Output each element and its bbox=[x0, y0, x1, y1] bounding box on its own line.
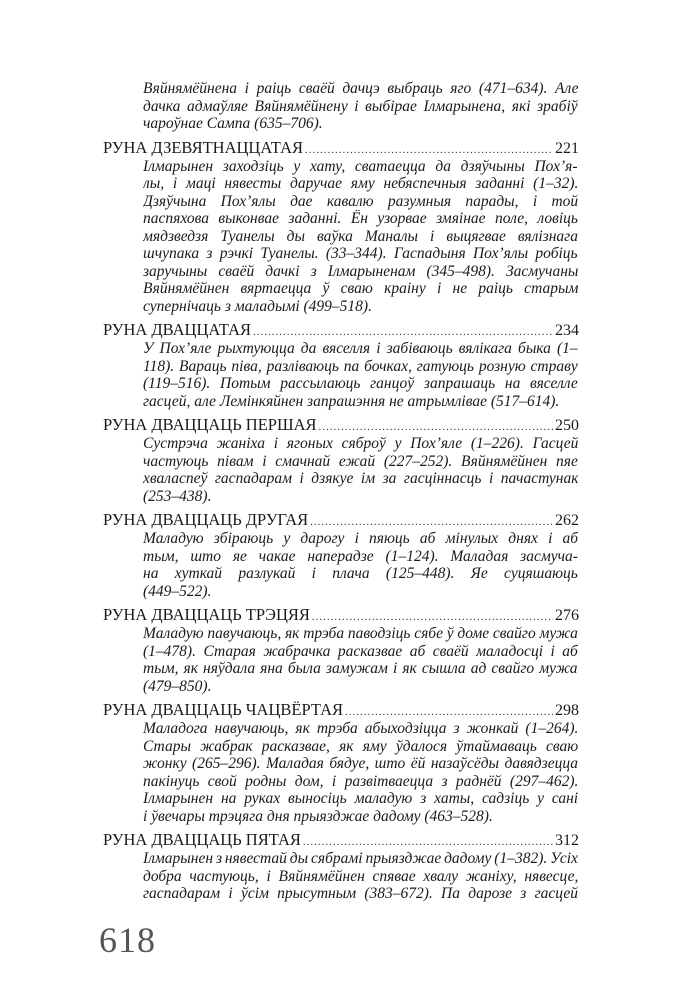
toc-entry[interactable] bbox=[103, 319, 579, 410]
toc-heading[interactable] bbox=[103, 414, 579, 435]
entry-summary bbox=[143, 530, 578, 600]
summary-line: Маладую збіраюць у дарогу і пяюць аб мінулых днях і аб bbox=[143, 530, 578, 547]
summary-line: заручыны сваёй дачкі з Ілмарыненам (345–498). Засмучаны bbox=[143, 262, 578, 280]
chapter-title: РУНА ДВАЦЦАЦЬ ДРУГАЯ bbox=[103, 510, 309, 529]
summary-line: Стары жабрак расказвае, як яму ўдалося ўтаймаваць сваю bbox=[143, 737, 578, 755]
page-number: 618 bbox=[99, 920, 156, 960]
chapter-page-number: 221 bbox=[555, 139, 579, 157]
summary-line: дачка адмаўляе Вяйнямёйнену і выбірае Ілмарынена, які зрабіў bbox=[143, 97, 578, 115]
table-of-contents bbox=[103, 80, 579, 903]
summary-line: і ўвечары трэцяга дня прыязджае дадому (463–528). bbox=[143, 807, 493, 825]
summary-line: Ілмарынен на руках выносіць маладую з хаты, садзіць у сані bbox=[143, 790, 578, 807]
intro-continuation bbox=[143, 80, 578, 133]
summary-line: гасцей, але Лемінкяйнен запрашэння не атрымлівае (517–614). bbox=[143, 392, 560, 410]
summary-line: тым, што яе чакае наперадзе (1–124). Маладая засмуча- bbox=[143, 547, 578, 565]
entry-summary bbox=[143, 850, 578, 903]
summary-line: (449–522). bbox=[143, 582, 212, 600]
toc-heading[interactable] bbox=[103, 829, 579, 850]
summary-line: У Пох’яле рыхтуюцца да вяселля і забіваюць вялікага быка (1– bbox=[143, 340, 578, 357]
chapter-page-number: 234 bbox=[555, 322, 579, 339]
entry-summary bbox=[143, 625, 578, 695]
summary-line: 118). Вараць піва, разліваюць па бочках, гатуюць розную страву bbox=[143, 357, 578, 375]
toc-heading[interactable] bbox=[103, 137, 579, 158]
entry-summary bbox=[143, 720, 578, 825]
chapter-title: РУНА ДВАЦЦАЦЬ ТРЭЦЯЯ bbox=[103, 605, 310, 624]
toc-heading[interactable] bbox=[103, 509, 579, 530]
summary-line: мядзведзя Туанелы ды ваўка Маналы і выцягвае вялізнага bbox=[143, 227, 578, 245]
summary-line: гаспадарам і ўсім прысутным (383–672). Па дарозе з гасцей bbox=[143, 885, 578, 902]
entry-summary bbox=[143, 435, 578, 505]
summary-line: добра частуюць, і Вяйнямёйнен спявае хвалу жаніху, нявесце, bbox=[143, 867, 578, 885]
toc-entry[interactable] bbox=[103, 509, 579, 600]
entry-summary bbox=[143, 340, 578, 410]
summary-line: супернічаць з маладымі (499–518). bbox=[143, 297, 372, 315]
summary-line: жонку (265–296). Маладая бядуе, што ёй назаўсёды давядзецца bbox=[143, 755, 578, 772]
toc-heading[interactable] bbox=[103, 319, 579, 340]
chapter-page-number: 250 bbox=[555, 417, 579, 434]
toc-heading[interactable] bbox=[103, 604, 579, 625]
summary-line: шчупака з рэчкі Туанелы. (33–344). Гаспадыня Пох’ялы робіць bbox=[143, 245, 578, 262]
summary-line: на хуткай разлукай і плача (125–448). Яе суцяшаюць bbox=[143, 565, 578, 582]
summary-line: Сустрэча жаніха і ягоных сяброў у Пох’яле (1–226). Гасцей bbox=[143, 435, 578, 452]
summary-line: лы, і маці нявесты даручае яму небяспечныя заданні (1–32). bbox=[143, 175, 578, 192]
summary-line: Вяйнямёйнен вяртаецца ў сваю краіну і не раіць старым bbox=[143, 280, 578, 297]
chapter-title: РУНА ДВАЦЦАЦЬ ПЯТАЯ bbox=[103, 830, 301, 849]
chapter-title: РУНА ДВАЦЦАЦЬ ЧАЦВЁРТАЯ bbox=[103, 700, 343, 719]
summary-line: (253–438). bbox=[143, 487, 212, 505]
chapter-page-number: 312 bbox=[555, 832, 579, 849]
summary-line: Маладую павучаюць, як трэба паводзіць сябе ў доме свайго мужа bbox=[143, 625, 578, 642]
chapter-title: РУНА ДВАЦЦАЦЬ ПЕРШАЯ bbox=[103, 415, 317, 434]
chapter-page-number: 298 bbox=[555, 702, 579, 719]
summary-line: Ілмарынен заходзіць у хату, сватаецца да дзяўчыны Пох’я- bbox=[143, 157, 578, 175]
toc-entry[interactable] bbox=[103, 829, 579, 903]
summary-line: паспяхова выконвае заданні. Ён узорвае змяінае поле, ловіць bbox=[143, 210, 578, 227]
chapter-title: РУНА ДЗЕВЯТНАЦЦАТАЯ bbox=[103, 137, 303, 157]
summary-line: Ілмарынен з нявестай ды сябрамі прыязджае дадому (1–382). Усіх bbox=[143, 850, 578, 867]
chapter-page-number: 276 bbox=[555, 607, 579, 624]
toc-heading[interactable] bbox=[103, 699, 579, 720]
chapter-page-number: 262 bbox=[555, 512, 579, 529]
toc-entry[interactable] bbox=[103, 137, 579, 316]
summary-line: пакінуць свой родны дом, і развітваецца з раднёй (297–462). bbox=[143, 772, 578, 790]
summary-line: (479–850). bbox=[143, 677, 212, 695]
summary-line: хваласпеў гаспадарам і дзякуе ім за гасціннасць і пачастунак bbox=[143, 470, 578, 487]
summary-line: Дзяўчына Пох’ялы дае кавалю разумныя парады, і той bbox=[143, 192, 578, 210]
summary-line: Вяйнямёйнена і раіць сваёй дачцэ выбраць яго (471–634). Але bbox=[143, 80, 578, 97]
chapter-title: РУНА ДВАЦЦАТАЯ bbox=[103, 320, 252, 339]
summary-line: частуюць півам і смачнай ежай (227–252). Вяйнямёйнен пяе bbox=[143, 452, 578, 470]
summary-line: (119–516). Потым рассылаюць ганцоў запрашаць на вяселле bbox=[143, 375, 578, 392]
entry-summary bbox=[143, 158, 578, 316]
summary-line: чароўнае Сампа (635–706). bbox=[143, 115, 323, 132]
summary-line: тым, як няўдала яна была замужам і як сышла ад свайго мужа bbox=[143, 660, 578, 677]
toc-entry[interactable] bbox=[103, 414, 579, 505]
toc-entry[interactable] bbox=[103, 699, 579, 825]
summary-line: (1–478). Старая жабрачка расказвае аб сваёй маладосці і аб bbox=[143, 642, 578, 660]
toc-entry[interactable] bbox=[103, 604, 579, 695]
summary-line: Маладога навучаюць, як трэба абыходзіцца з жонкай (1–264). bbox=[143, 720, 578, 737]
